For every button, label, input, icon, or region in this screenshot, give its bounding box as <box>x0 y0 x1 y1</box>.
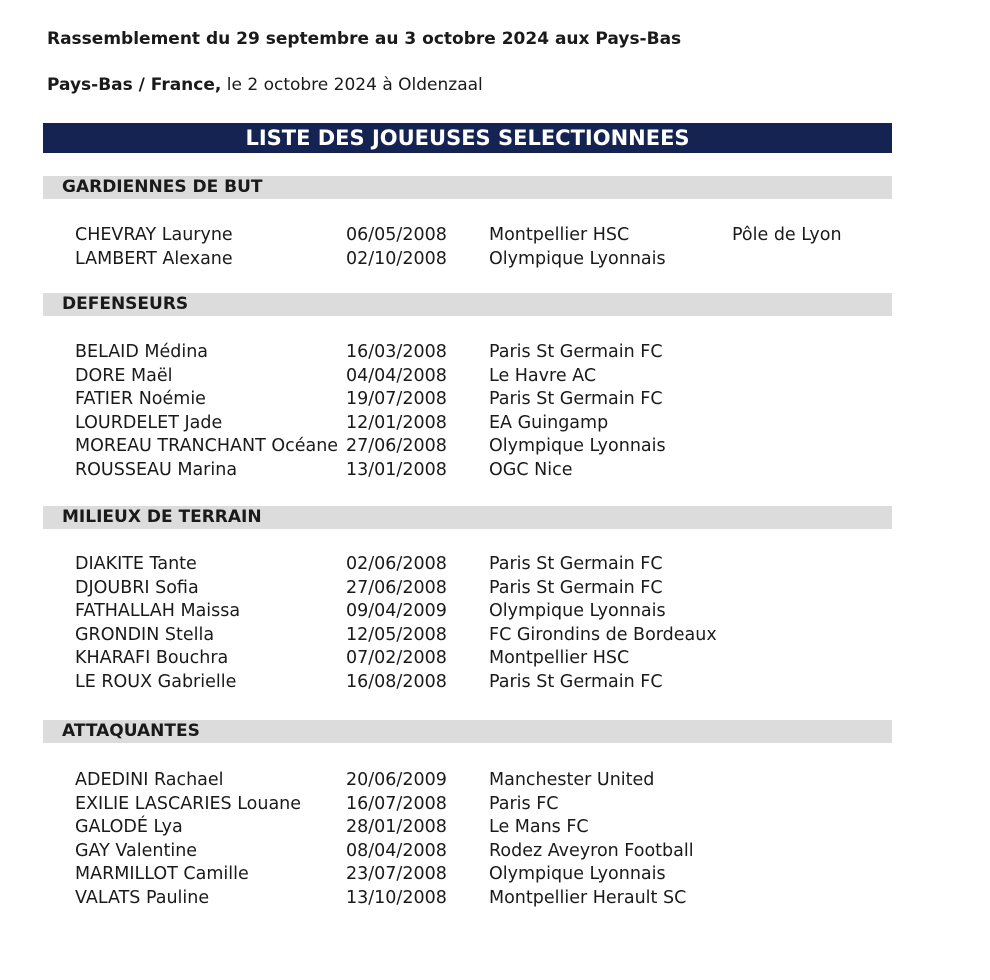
player-dob: 16/08/2008 <box>346 671 447 692</box>
player-dob: 28/01/2008 <box>346 817 447 838</box>
player-club: Olympique Lyonnais <box>489 248 666 269</box>
player-name: BELAID Médina <box>75 342 209 362</box>
player-name: DORE Maël <box>75 365 173 386</box>
player-extra: Pôle de Lyon <box>732 225 842 245</box>
selection-banner: LISTE DES JOUEUSES SELECTIONNEES <box>43 123 892 153</box>
match-teams: Pays-Bas / France, <box>47 75 222 95</box>
player-club: Montpellier HSC <box>489 225 630 245</box>
player-club: Olympique Lyonnais <box>489 864 666 885</box>
player-name: DJOUBRI Sofia <box>75 577 199 598</box>
player-name: CHEVRAY Lauryne <box>75 225 233 245</box>
player-dob: 06/05/2008 <box>346 225 447 245</box>
player-row <box>0 248 990 272</box>
player-list-goalkeepers <box>0 224 990 271</box>
player-row <box>0 459 990 483</box>
player-list-forwards <box>0 769 990 911</box>
player-dob: 13/01/2008 <box>346 459 447 480</box>
player-name: GRONDIN Stella <box>75 624 215 645</box>
player-dob: 27/06/2008 <box>346 436 447 457</box>
player-name: FATIER Noémie <box>75 389 206 410</box>
player-club: EA Guingamp <box>489 412 609 433</box>
player-club: Montpellier Herault SC <box>489 887 687 908</box>
player-club: Paris St Germain FC <box>489 577 663 598</box>
player-name: VALATS Pauline <box>75 887 210 908</box>
match-info <box>47 75 483 95</box>
player-name: DIAKITE Tante <box>75 554 197 574</box>
player-club: FC Girondins de Bordeaux <box>489 624 717 645</box>
player-row <box>0 224 990 248</box>
player-name: LAMBERT Alexane <box>75 248 233 269</box>
player-dob: 23/07/2008 <box>346 864 447 885</box>
section-header-goalkeepers <box>43 176 892 199</box>
player-dob: 04/04/2008 <box>346 365 447 386</box>
player-dob: 12/01/2008 <box>346 412 447 433</box>
player-club: Paris St Germain FC <box>489 342 663 362</box>
player-dob: 27/06/2008 <box>346 577 447 598</box>
player-list-midfielders <box>0 553 990 695</box>
player-row <box>0 412 990 436</box>
player-row <box>0 365 990 389</box>
player-name: FATHALLAH Maissa <box>75 601 241 622</box>
player-row <box>0 553 990 577</box>
player-row <box>0 840 990 864</box>
player-row <box>0 887 990 911</box>
player-row <box>0 769 990 793</box>
player-row <box>0 577 990 601</box>
player-row <box>0 341 990 365</box>
player-dob: 09/04/2009 <box>346 601 447 622</box>
event-title: Rassemblement du 29 septembre au 3 octobre 2024 aux Pays-Bas <box>47 29 682 49</box>
player-club: OGC Nice <box>489 459 573 480</box>
player-row <box>0 388 990 412</box>
player-club: Montpellier HSC <box>489 648 630 669</box>
section-header-defenders <box>43 293 892 316</box>
match-details: le 2 octobre 2024 à Oldenzaal <box>221 75 483 95</box>
player-dob: 07/02/2008 <box>346 648 447 669</box>
section-title: DEFENSEURS <box>62 294 189 314</box>
section-header-midfielders <box>43 506 892 529</box>
player-row <box>0 600 990 624</box>
player-name: GAY Valentine <box>75 840 198 861</box>
player-name: ADEDINI Rachael <box>75 770 224 790</box>
player-dob: 19/07/2008 <box>346 389 447 410</box>
player-club: Le Mans FC <box>489 817 589 838</box>
player-row <box>0 863 990 887</box>
player-name: MOREAU TRANCHANT Océane <box>75 436 339 457</box>
player-name: EXILIE LASCARIES Louane <box>75 793 302 814</box>
player-dob: 02/06/2008 <box>346 554 447 574</box>
player-dob: 08/04/2008 <box>346 840 447 861</box>
player-name: GALODÉ Lya <box>75 817 183 838</box>
player-name: MARMILLOT Camille <box>75 864 249 885</box>
player-name: ROUSSEAU Marina <box>75 459 238 480</box>
player-row <box>0 435 990 459</box>
player-dob: 16/03/2008 <box>346 342 447 362</box>
player-row <box>0 793 990 817</box>
player-row <box>0 816 990 840</box>
section-title: MILIEUX DE TERRAIN <box>62 507 262 527</box>
section-title: GARDIENNES DE BUT <box>62 177 263 197</box>
player-club: Paris St Germain FC <box>489 389 663 410</box>
player-club: Paris St Germain FC <box>489 554 663 574</box>
section-header-forwards <box>43 720 892 743</box>
player-name: LOURDELET Jade <box>75 412 223 433</box>
player-row <box>0 624 990 648</box>
player-club: Manchester United <box>489 770 655 790</box>
player-dob: 13/10/2008 <box>346 887 447 908</box>
player-row <box>0 647 990 671</box>
player-club: Olympique Lyonnais <box>489 436 666 457</box>
player-club: Paris St Germain FC <box>489 671 663 692</box>
player-dob: 16/07/2008 <box>346 793 447 814</box>
section-title: ATTAQUANTES <box>62 721 200 741</box>
player-row <box>0 671 990 695</box>
player-club: Olympique Lyonnais <box>489 601 666 622</box>
player-name: KHARAFI Bouchra <box>75 648 229 669</box>
player-name: LE ROUX Gabrielle <box>75 671 237 692</box>
player-dob: 12/05/2008 <box>346 624 447 645</box>
player-club: Paris FC <box>489 793 559 814</box>
player-dob: 02/10/2008 <box>346 248 447 269</box>
player-list-defenders <box>0 341 990 483</box>
player-club: Le Havre AC <box>489 365 597 386</box>
player-club: Rodez Aveyron Football <box>489 840 694 861</box>
player-dob: 20/06/2009 <box>346 770 447 790</box>
